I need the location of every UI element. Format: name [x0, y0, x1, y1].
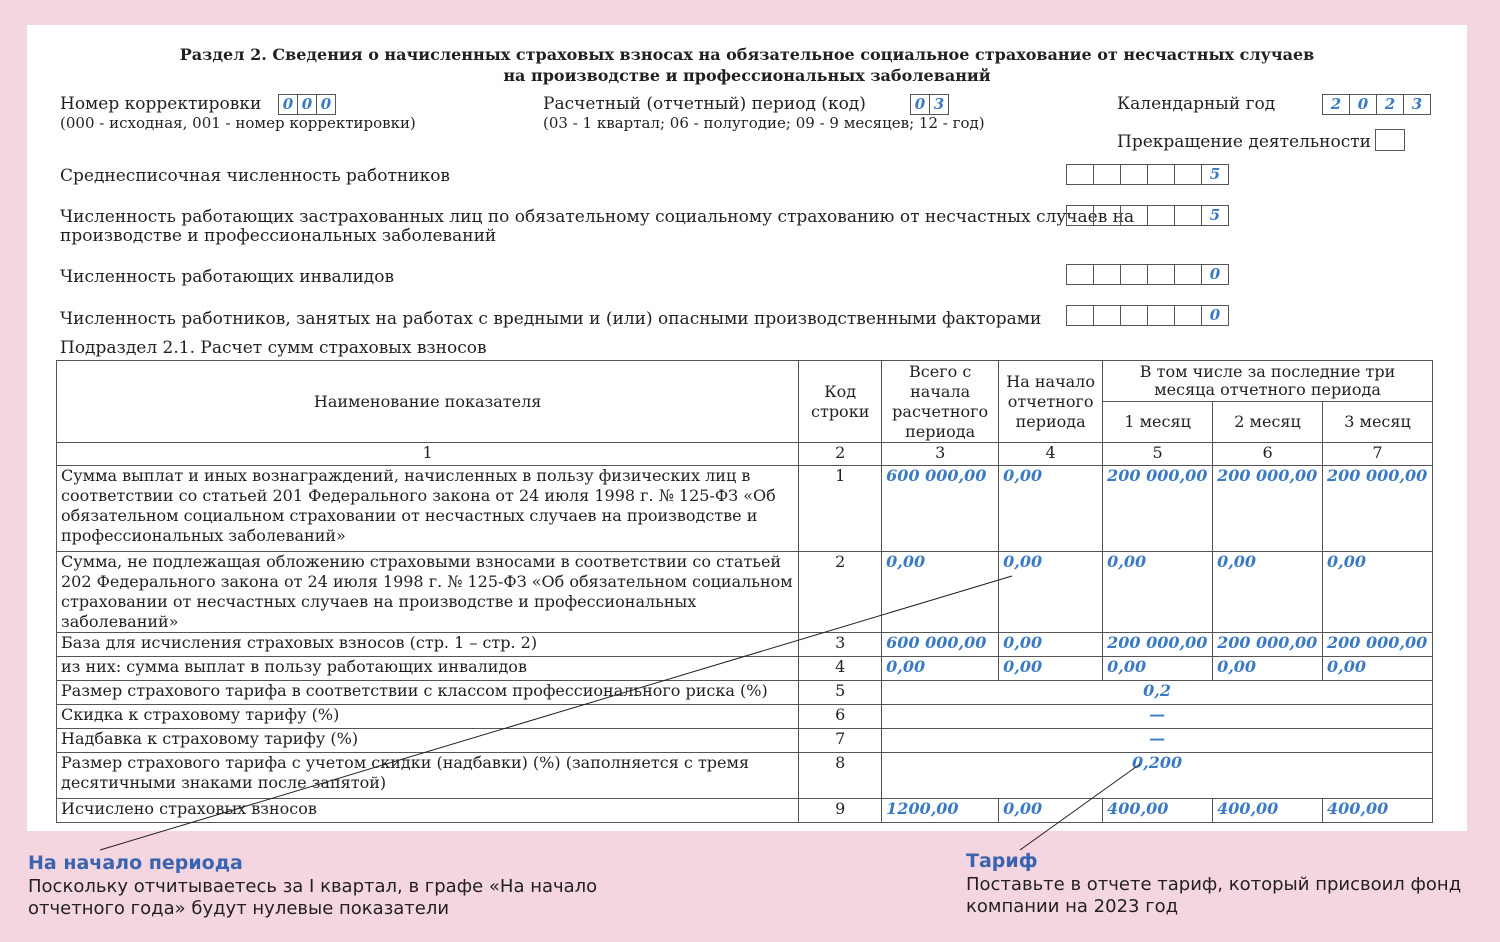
note-tariff-heading: Тариф: [966, 850, 1038, 872]
table-row: Скидка к страховому тарифу (%) 6 —: [57, 705, 1433, 729]
table-row: из них: сумма выплат в пользу работающих инвалидов 4 0,00 0,00 0,00 0,00 0,00: [57, 657, 1433, 681]
period-label: Расчетный (отчетный) период (код): [543, 94, 866, 114]
table-row: Размер страхового тарифа с учетом скидки (надбавки) (%) (заполняется с тремя десятичными знаками после запятой) 8 0,200: [57, 753, 1433, 799]
table-row: Исчислено страховых взносов 9 1200,00 0,00 400,00 400,00 400,00: [57, 799, 1433, 823]
surcharge-value[interactable]: —: [882, 729, 1433, 753]
year-field[interactable]: 2 0 2 3: [1322, 94, 1431, 115]
disabled-count-label: Численность работающих инвалидов: [60, 267, 395, 287]
header-month-3: 3 месяц: [1323, 402, 1433, 443]
hazard-count-label: Численность работников, занятых на работах с вредными и (или) опасными производственными факторами: [60, 309, 1042, 329]
note-start-period-text: Поскольку отчитываетесь за I квартал, в графе «На начало отчетного года» будут нулевые показатели: [28, 876, 598, 919]
header-last-three-months: В том числе за последние три месяца отчетного периода: [1103, 361, 1433, 402]
column-numbers-row: 1 2 3 4 5 6 7: [57, 443, 1433, 466]
period-code-field[interactable]: 0 3: [910, 94, 949, 115]
year-label: Календарный год: [1117, 94, 1276, 114]
disabled-count-field[interactable]: 0: [1066, 264, 1229, 285]
hazard-count-field[interactable]: 0: [1066, 305, 1229, 326]
subsection-title: Подраздел 2.1. Расчет сумм страховых взносов: [60, 338, 487, 358]
header-month-1: 1 месяц: [1103, 402, 1213, 443]
callout-line-start-period: [100, 576, 1012, 850]
insured-count-field[interactable]: 5: [1066, 205, 1229, 226]
header-month-2: 2 месяц: [1213, 402, 1323, 443]
avg-headcount-field[interactable]: 5: [1066, 164, 1229, 185]
discount-value[interactable]: —: [882, 705, 1433, 729]
correction-number-field[interactable]: 0 0 0: [278, 94, 336, 115]
table-row: Сумма выплат и иных вознаграждений, начисленных в пользу физических лиц в соответствии со статьей 201 Федерального закона от 24 июля 1998 г. № 125-ФЗ «Об обязательном социальном страховании от несчастных случаев на производстве и профессиональных заболеваний» 1 600 000,00 0,00 200 000,00 200 000,00 200 000,00: [57, 466, 1433, 552]
header-start: На начало отчетного периода: [999, 361, 1103, 443]
base-tariff-value[interactable]: 0,2: [882, 681, 1433, 705]
section-title: Раздел 2. Сведения о начисленных страховых взносах на обязательное социальное страхование от несчастных случаев на производстве и профессиональных заболеваний: [179, 45, 1315, 85]
callout-line-tariff: [1020, 764, 1140, 850]
table-row: База для исчисления страховых взносов (стр. 1 – стр. 2) 3 600 000,00 0,00 200 000,00 200 000,00 200 000,00: [57, 633, 1433, 657]
header-code: Код строки: [799, 361, 882, 443]
period-hint: (03 - 1 квартал; 06 - полугодие; 09 - 9 месяцев; 12 - год): [543, 114, 985, 132]
insured-count-label: Численность работающих застрахованных лиц по обязательному социальному страхованию от несчастных случаев на производстве и профессиональных заболеваний: [60, 207, 1135, 246]
header-name: Наименование показателя: [57, 361, 799, 443]
final-tariff-value[interactable]: 0,200: [882, 753, 1433, 799]
correction-hint: (000 - исходная, 001 - номер корректировки): [60, 114, 416, 132]
note-start-period-heading: На начало периода: [28, 852, 243, 874]
table-row: Размер страхового тарифа в соответствии с классом профессионального риска (%) 5 0,2: [57, 681, 1433, 705]
header-total: Всего с начала расчетного периода: [882, 361, 999, 443]
correction-label: Номер корректировки: [60, 94, 262, 114]
table-row: Надбавка к страховому тарифу (%) 7 —: [57, 729, 1433, 753]
termination-label: Прекращение деятельности: [1117, 132, 1371, 152]
note-tariff-text: Поставьте в отчете тариф, который присвоил фонд компании на 2023 год: [966, 874, 1462, 917]
avg-headcount-label: Среднесписочная численность работников: [60, 166, 450, 186]
table-row: Сумма, не подлежащая обложению страховыми взносами в соответствии со статьей 202 Федерального закона от 24 июля 1998 г. № 125-ФЗ «Об обязательном социальном страховании от несчастных случаев на производстве и профессиональных заболеваний» 2 0,00 0,00 0,00 0,00 0,00: [57, 552, 1433, 633]
